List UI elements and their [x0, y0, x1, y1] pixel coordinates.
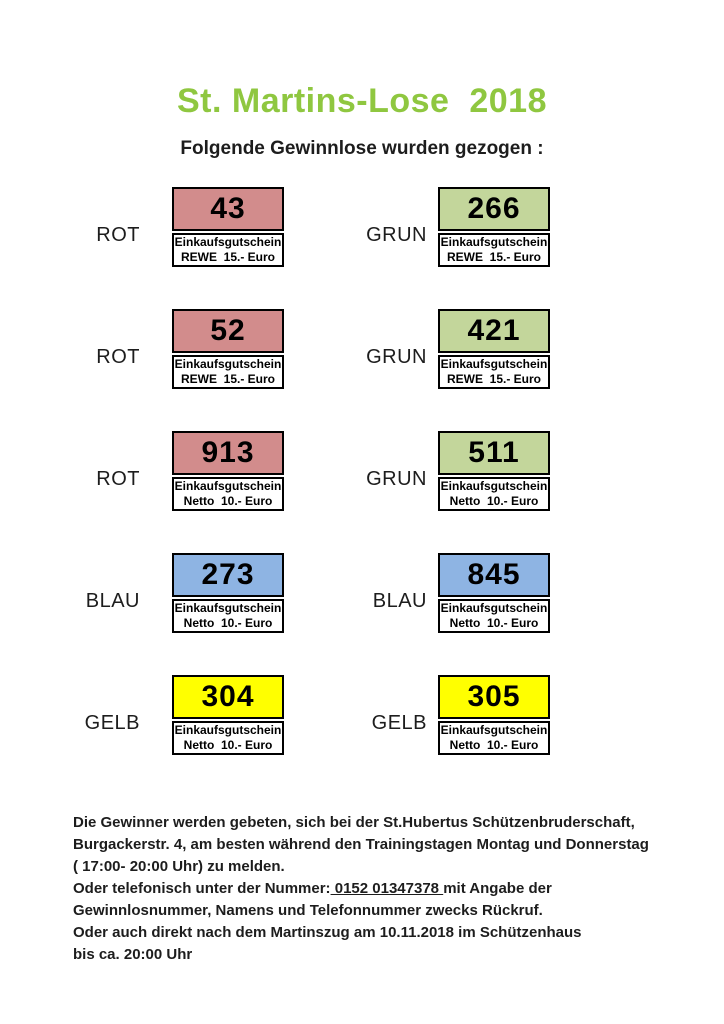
lottery-ticket — [172, 553, 284, 633]
footer-line-1: Die Gewinner werden gebeten, sich bei der St.Hubertus Schützenbruderschaft, — [73, 814, 635, 831]
ticket-number-box: 913 — [172, 431, 284, 475]
ticket-number-box: 305 — [438, 675, 550, 719]
ticket-row-2 — [0, 309, 724, 389]
voucher-info-box — [438, 233, 550, 267]
phone-line-suffix: mit Angabe der — [443, 880, 552, 897]
voucher-type: Einkaufsgutschein — [440, 235, 548, 249]
color-label-grun: GRUN — [366, 467, 427, 490]
voucher-info-box — [172, 233, 284, 267]
lottery-ticket — [172, 309, 284, 389]
voucher-type: Einkaufsgutschein — [440, 357, 548, 371]
footer-notice — [73, 812, 684, 966]
lottery-ticket — [438, 187, 550, 267]
footer-line-6: Oder auch direkt nach dem Martinszug am 10.11.2018 im Schützenhaus — [73, 924, 582, 941]
lottery-ticket — [172, 187, 284, 267]
ticket-number-box: 304 — [172, 675, 284, 719]
voucher-info-box — [438, 721, 550, 755]
voucher-type: Einkaufsgutschein — [174, 479, 282, 493]
voucher-info-box — [438, 599, 550, 633]
footer-line-4 — [73, 878, 684, 900]
color-label-rot: ROT — [96, 223, 140, 246]
ticket-grid — [0, 187, 724, 755]
voucher-value: Netto 10.- Euro — [183, 738, 273, 752]
lottery-ticket — [438, 553, 550, 633]
ticket-number-box: 845 — [438, 553, 550, 597]
voucher-info-box — [172, 721, 284, 755]
ticket-row-3 — [0, 431, 724, 511]
color-label-grun: GRUN — [366, 223, 427, 246]
footer-line-3: ( 17:00- 20:00 Uhr) zu melden. — [73, 858, 285, 875]
ticket-row-5 — [0, 675, 724, 755]
voucher-type: Einkaufsgutschein — [174, 723, 282, 737]
lottery-ticket — [172, 675, 284, 755]
lottery-ticket — [438, 431, 550, 511]
color-label-grun: GRUN — [366, 345, 427, 368]
ticket-number-box: 266 — [438, 187, 550, 231]
color-label-blau: BLAU — [85, 589, 140, 612]
voucher-info-box — [172, 355, 284, 389]
voucher-info-box — [172, 477, 284, 511]
lottery-ticket — [172, 431, 284, 511]
voucher-value: Netto 10.- Euro — [449, 494, 539, 508]
voucher-type: Einkaufsgutschein — [440, 723, 548, 737]
footer-line-5: Gewinnlosnummer, Namens und Telefonnummer zwecks Rückruf. — [73, 902, 543, 919]
voucher-value: REWE 15.- Euro — [446, 372, 541, 386]
ticket-number-box: 421 — [438, 309, 550, 353]
ticket-number-box: 273 — [172, 553, 284, 597]
ticket-number-box: 52 — [172, 309, 284, 353]
voucher-info-box — [438, 477, 550, 511]
ticket-row-4 — [0, 553, 724, 633]
footer-line-2: Burgackerstr. 4, am besten während den Trainingstagen Montag und Donnerstag — [73, 836, 649, 853]
color-label-gelb: GELB — [371, 711, 427, 734]
ticket-number-box: 43 — [172, 187, 284, 231]
voucher-type: Einkaufsgutschein — [174, 601, 282, 615]
phone-number: 0152 01347378 — [330, 880, 444, 897]
color-label-rot: ROT — [96, 345, 140, 368]
color-label-blau: BLAU — [372, 589, 427, 612]
voucher-type: Einkaufsgutschein — [440, 479, 548, 493]
voucher-info-box — [438, 355, 550, 389]
voucher-value: Netto 10.- Euro — [183, 616, 273, 630]
voucher-value: Netto 10.- Euro — [449, 616, 539, 630]
lottery-ticket — [438, 309, 550, 389]
footer-line-7: bis ca. 20:00 Uhr — [73, 946, 193, 963]
voucher-value: Netto 10.- Euro — [449, 738, 539, 752]
ticket-row-1 — [0, 187, 724, 267]
page-title: St. Martins-Lose 2018 — [176, 82, 547, 120]
voucher-info-box — [172, 599, 284, 633]
color-label-gelb: GELB — [84, 711, 140, 734]
voucher-value: REWE 15.- Euro — [180, 250, 275, 264]
voucher-value: REWE 15.- Euro — [446, 250, 541, 264]
voucher-type: Einkaufsgutschein — [440, 601, 548, 615]
phone-line-prefix: Oder telefonisch unter der Nummer: — [73, 880, 331, 897]
color-label-rot: ROT — [96, 467, 140, 490]
page-subtitle: Folgende Gewinnlose wurden gezogen : — [180, 138, 544, 159]
voucher-value: REWE 15.- Euro — [180, 372, 275, 386]
voucher-type: Einkaufsgutschein — [174, 357, 282, 371]
ticket-number-box: 511 — [438, 431, 550, 475]
voucher-value: Netto 10.- Euro — [183, 494, 273, 508]
voucher-type: Einkaufsgutschein — [174, 235, 282, 249]
lottery-ticket — [438, 675, 550, 755]
